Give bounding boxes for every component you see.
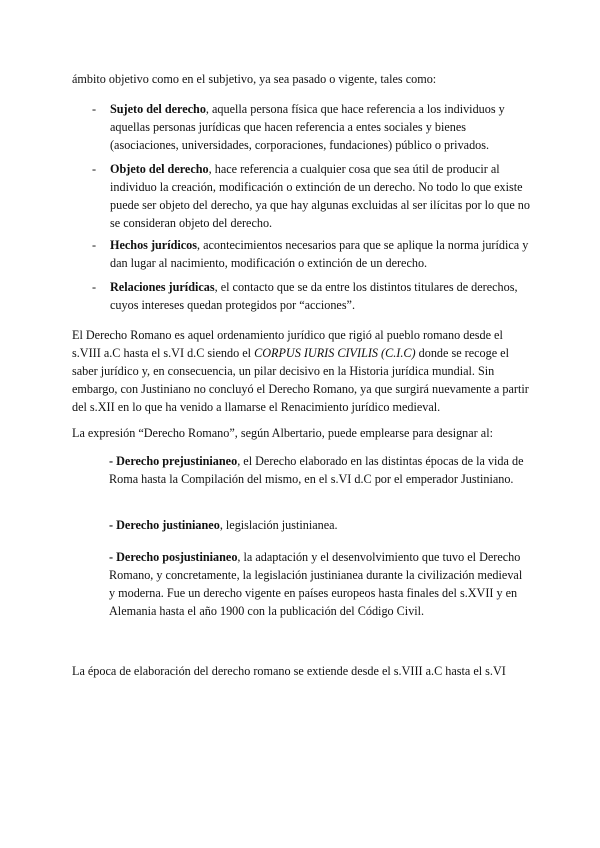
bullet-dash: - — [92, 102, 97, 116]
paragraph-expresion: La expresión “Derecho Romano”, según Albertario, puede emplearse para designar al: — [72, 426, 493, 440]
list-item-text — [110, 236, 532, 272]
bullet-dash: - — [92, 162, 97, 176]
bullet-dash: - — [92, 280, 97, 294]
definition: , el contacto que se da entre los distintos titulares de derechos, cuyos intereses quedan protegidos por “acciones”. — [110, 280, 518, 312]
list-item-relaciones — [92, 278, 532, 314]
list-item-objeto — [92, 160, 532, 232]
paragraph-text: El Derecho Romano es aquel ordenamiento jurídico que rigió al pueblo romano desde el s.VIII a.C hasta el s.VI d.C siendo el — [72, 328, 503, 360]
term: Hechos jurídicos — [110, 238, 198, 252]
definition: , aquella persona física que hace referencia a los individuos y aquellas personas jurídicas que hacen referencia a entes sociales y bienes (asociaciones, universidades, corporaciones, fundaciones) público o privados. — [110, 102, 505, 152]
paragraph-derecho-romano — [72, 326, 532, 416]
intro-paragraph: ámbito objetivo como en el subjetivo, ya sea pasado o vigente, tales como: — [72, 72, 437, 86]
definition: , la adaptación y el desenvolvimiento que tuvo el Derecho Romano, y concretamente, la legislación justinianea durante la civilización medieval y moderna. Fue un derecho vigente en países europeos hasta finales del s.XVII y en Alemania hasta el año 1900 con la publicación del Código Civil. — [109, 550, 523, 618]
list-item-text — [110, 100, 532, 154]
term: Objeto del derecho — [110, 162, 209, 176]
term: - Derecho prejustinianeo — [109, 454, 238, 468]
corpus-title: CORPUS IURIS CIVILIS (C.I.C) — [254, 346, 416, 360]
term: Sujeto del derecho — [110, 102, 206, 116]
paragraph-epoca: La época de elaboración del derecho romano se extiende desde el s.VIII a.C hasta el s.VI — [72, 664, 506, 678]
subitem-posjustinianeo — [109, 548, 529, 620]
definition: , acontecimientos necesarios para que se aplique la norma jurídica y dan lugar al nacimiento, modificación o extinción de un derecho. — [110, 238, 529, 270]
paragraph-text: donde se recoge el saber jurídico y, en consecuencia, un pilar decisivo en la Historia jurídica mundial. Sin embargo, con Justiniano no concluyó el Derecho Romano, ya que surgirá nuevamente a partir del s.XII en lo que ha venido a llamarse el Renacimiento jurídico medieval. — [72, 346, 529, 414]
term: - Derecho posjustinianeo — [109, 550, 238, 564]
list-item-text — [110, 160, 532, 232]
definition: , hace referencia a cualquier cosa que sea útil de producir al individuo la creación, modificación o extinción de un derecho. No todo lo que existe puede ser objeto del derecho, ya que hay algunas excluidas al ser ilícitas por lo que no se consideran objeto del derecho. — [110, 162, 530, 230]
subitem-prejustinianeo — [109, 452, 529, 488]
subitem-justinianeo — [109, 516, 529, 534]
term: Relaciones jurídicas — [110, 280, 215, 294]
definition: , legislación justinianea. — [219, 518, 338, 532]
definition: , el Derecho elaborado en las distintas épocas de la vida de Roma hasta la Compilación del mismo, en el s.VI d.C por el emperador Justiniano. — [109, 454, 524, 486]
list-item-text — [110, 278, 532, 314]
list-item-sujeto — [92, 100, 532, 154]
bullet-dash: - — [92, 238, 97, 252]
list-item-hechos — [92, 236, 532, 272]
term: - Derecho justinianeo — [109, 518, 220, 532]
